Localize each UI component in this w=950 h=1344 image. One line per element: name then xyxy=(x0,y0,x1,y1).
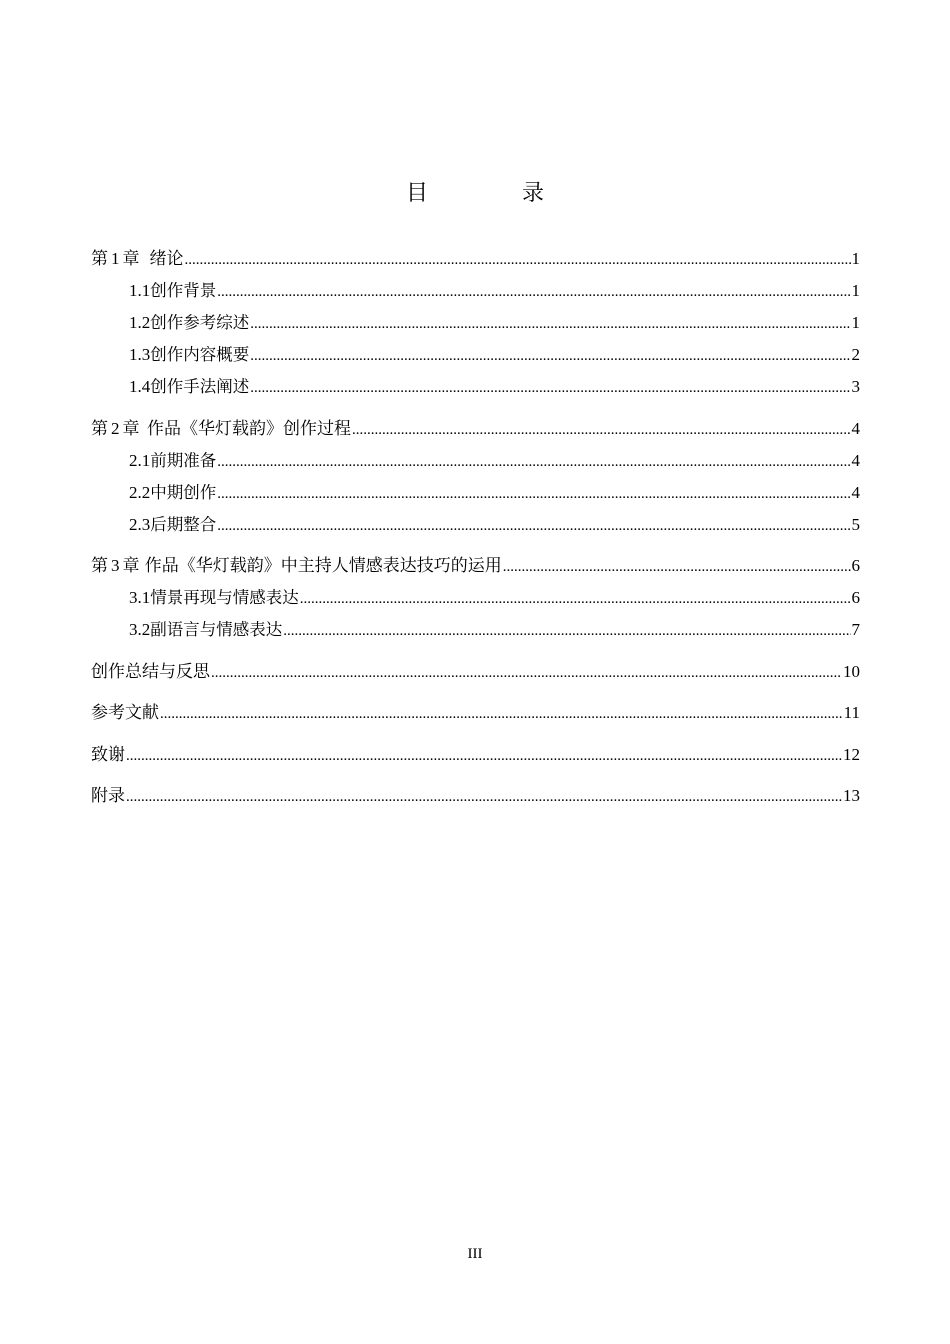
section-number: 2.2 xyxy=(129,482,151,502)
toc-section-3-1[interactable] xyxy=(91,582,860,614)
section-title: 后期整合 xyxy=(150,514,217,534)
dot-leader xyxy=(300,583,851,615)
page-number: 1 xyxy=(851,281,860,300)
section-number: 3.2 xyxy=(129,620,151,639)
section-number: 2.1 xyxy=(129,450,151,470)
section-number: 1.2 xyxy=(129,313,151,332)
section-title: 前期准备 xyxy=(150,450,217,470)
dot-leader xyxy=(283,615,850,647)
toc-acknowledgements[interactable] xyxy=(91,739,860,771)
toc-heading: 目 录 xyxy=(405,181,580,206)
section-title: 副语言与情感表达 xyxy=(150,620,283,639)
page-number: 4 xyxy=(851,418,860,438)
section-number: 1.3 xyxy=(129,345,151,364)
section-title: 中期创作 xyxy=(150,482,217,502)
page-number: 4 xyxy=(851,450,860,470)
dot-leader xyxy=(352,414,850,446)
section-title: 情景再现与情感表达 xyxy=(150,588,299,607)
toc-section-1-1[interactable] xyxy=(91,275,860,307)
section-number: 1.4 xyxy=(129,377,151,396)
chapter-suffix: 章 xyxy=(122,556,140,576)
dot-leader xyxy=(126,781,842,813)
dot-leader xyxy=(160,698,843,730)
entry-title: 致谢 xyxy=(91,744,125,765)
chapter-title: 作品《华灯载韵》创作过程 xyxy=(147,418,352,439)
page-number: 2 xyxy=(851,345,860,364)
dot-leader xyxy=(126,740,842,772)
dot-leader xyxy=(503,551,851,583)
toc-chapter-1[interactable] xyxy=(91,243,860,275)
chapter-prefix: 第 xyxy=(91,249,108,269)
page-number: 12 xyxy=(843,744,860,764)
dot-leader xyxy=(185,244,851,276)
chapter-title: 绪论 xyxy=(149,249,184,269)
toc-chapter-2[interactable] xyxy=(91,413,860,445)
page-number: 3 xyxy=(851,377,860,396)
dot-leader xyxy=(250,372,850,404)
chapter-number: 3 xyxy=(111,556,120,575)
page-number: 6 xyxy=(851,588,860,607)
toc-section-1-4[interactable] xyxy=(91,371,860,403)
toc-section-2-2[interactable] xyxy=(91,477,860,509)
page-number: 10 xyxy=(843,661,860,681)
page-number: 5 xyxy=(851,514,860,534)
dot-leader xyxy=(250,308,850,340)
page-number: 4 xyxy=(851,482,860,502)
chapter-number: 2 xyxy=(111,418,120,438)
entry-title: 创作总结与反思 xyxy=(91,661,210,682)
section-number: 3.1 xyxy=(129,588,151,607)
section-title: 创作手法阐述 xyxy=(150,377,250,396)
toc-section-3-2[interactable] xyxy=(91,614,860,646)
dot-leader xyxy=(211,657,842,689)
chapter-title: 作品《华灯载韵》中主持人情感表达技巧的运用 xyxy=(144,556,502,576)
dot-leader xyxy=(217,446,850,478)
dot-leader xyxy=(217,478,850,510)
entry-title: 参考文献 xyxy=(91,703,159,723)
toc-section-1-2[interactable] xyxy=(91,307,860,339)
toc-section-2-1[interactable] xyxy=(91,445,860,477)
section-title: 创作参考综述 xyxy=(150,313,250,332)
section-title: 创作内容概要 xyxy=(150,345,250,364)
page-number: 7 xyxy=(851,620,860,639)
chapter-suffix: 章 xyxy=(122,249,140,269)
section-number: 1.1 xyxy=(129,281,151,300)
chapter-number: 1 xyxy=(111,249,120,268)
table-of-contents xyxy=(91,243,860,812)
dot-leader xyxy=(250,340,850,372)
page-number: 6 xyxy=(851,556,860,575)
section-title: 创作背景 xyxy=(150,281,217,300)
dot-leader xyxy=(217,276,850,308)
chapter-suffix: 章 xyxy=(122,418,140,439)
chapter-prefix: 第 xyxy=(91,418,108,439)
page-number: 1 xyxy=(851,313,860,332)
entry-title: 附录 xyxy=(91,786,125,806)
toc-summary[interactable] xyxy=(91,656,860,688)
page-number: 1 xyxy=(851,249,860,268)
toc-chapter-3[interactable] xyxy=(91,550,860,582)
toc-references[interactable] xyxy=(91,697,860,729)
page-number: 13 xyxy=(843,786,860,805)
toc-section-2-3[interactable] xyxy=(91,509,860,541)
chapter-prefix: 第 xyxy=(91,556,108,576)
toc-section-1-3[interactable] xyxy=(91,339,860,371)
footer-page-number: III xyxy=(467,1246,483,1262)
section-number: 2.3 xyxy=(129,514,151,534)
dot-leader xyxy=(217,510,850,542)
page-number: 11 xyxy=(843,703,860,722)
toc-appendix[interactable] xyxy=(91,780,860,812)
